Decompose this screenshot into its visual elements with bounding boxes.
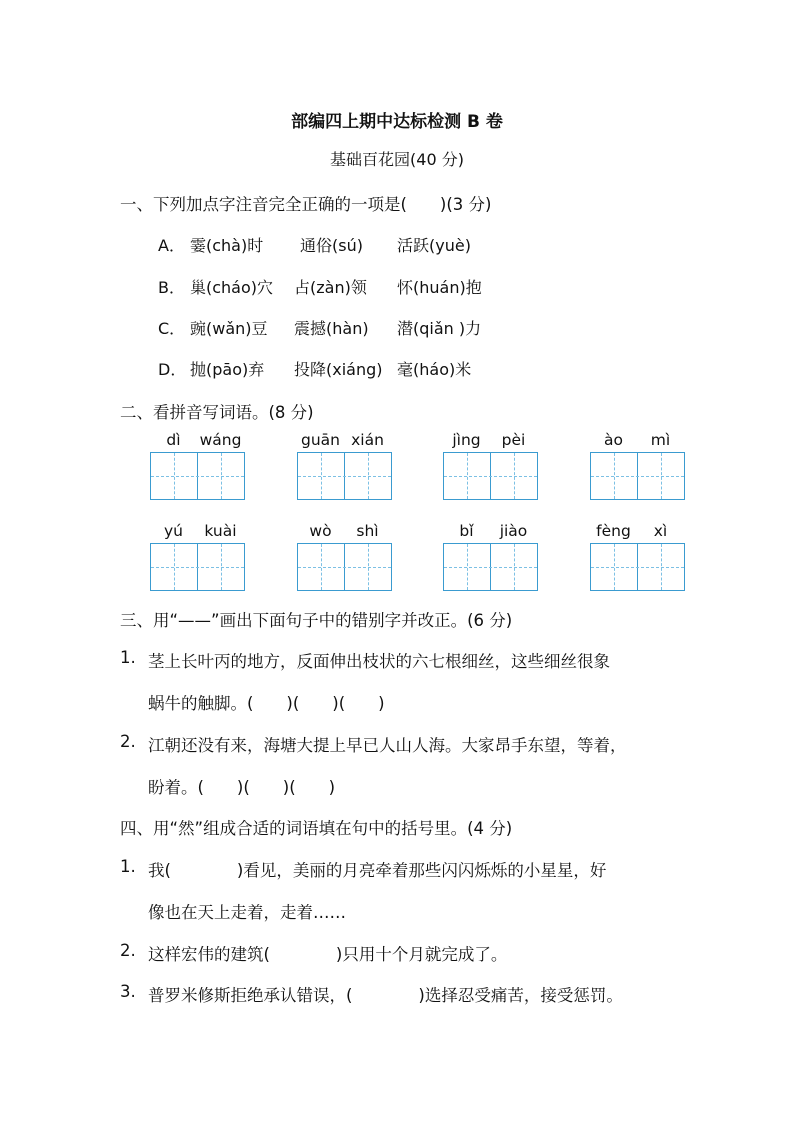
option-word: 活跃(yuè) [397,236,471,255]
pinyin: mì [650,431,671,449]
option-a [158,233,471,256]
option-word: 霎(chà)时 [190,236,264,255]
option-word: 投降(xiáng) [294,360,383,379]
writing-grid[interactable] [297,452,392,500]
question-1-heading: 一、下列加点字注音完全正确的一项是( )(3 分) [120,195,492,214]
option-word: 怀(huán)抱 [397,278,482,297]
option-word: 毫(háo)米 [397,360,472,379]
item-number: 2. [120,941,136,960]
item-number: 2. [120,732,136,751]
writing-grid[interactable] [150,543,245,591]
item-number: 1. [120,648,136,667]
pinyin: jiào [499,522,528,540]
sentence-text: 像也在天上走着，走着…… [148,903,346,922]
item-number: 3. [120,982,136,1001]
page-title: 部编四上期中达标检测 B 卷 [291,112,503,132]
writing-grid[interactable] [150,452,245,500]
option-word: 抛(pāo)弃 [190,360,265,379]
pinyin: bǐ [459,522,474,540]
writing-grid[interactable] [443,452,538,500]
option-letter: B． [158,278,185,297]
item-number: 1. [120,857,136,876]
sentence-text: 江朝还没有来，海塘大提上早已人山人海。大家昂手东望，等着， [148,736,627,755]
question-4-heading: 四、用“然”组成合适的词语填在句中的括号里。(4 分) [120,819,513,838]
pinyin: fèng [596,522,631,540]
option-c [158,316,481,339]
pinyin: wò [309,522,332,540]
option-word: 潜(qiǎn )力 [397,319,482,338]
sentence-text: 普罗米修斯拒绝承认错误，( )选择忍受痛苦，接受惩罚。 [148,986,623,1005]
sentence-text: 蜗牛的触脚。( )( )( ) [148,694,385,713]
option-word: 占(zàn)领 [294,278,367,297]
pinyin: shì [356,522,379,540]
option-letter: C． [158,319,186,338]
option-word: 巢(cháo)穴 [190,278,274,297]
sentence-text: 盼着。( )( )( ) [148,778,336,797]
writing-grid[interactable] [590,543,685,591]
sentence-text: 我( )看见，美丽的月亮牵着那些闪闪烁烁的小星星，好 [148,861,607,880]
option-word: 通俗(sú) [300,236,363,255]
sentence-text: 这样宏伟的建筑( )只用十个月就完成了。 [148,945,508,964]
question-2-heading: 二、看拼音写词语。(8 分) [120,403,314,422]
section-subtitle: 基础百花园(40 分) [330,150,464,169]
option-letter: A． [158,236,185,255]
question-3-heading: 三、用“——”画出下面句子中的错别字并改正。(6 分) [120,611,513,630]
pinyin: dì [166,431,181,449]
writing-grid[interactable] [443,543,538,591]
pinyin: pèi [501,431,526,449]
pinyin: xì [653,522,668,540]
writing-grid[interactable] [590,452,685,500]
option-word: 震撼(hàn) [294,319,369,338]
pinyin: jìng [452,431,481,449]
pinyin: guān [301,431,340,449]
pinyin: kuài [204,522,237,540]
pinyin: yú [164,522,183,540]
pinyin: wáng [199,431,242,449]
option-word: 豌(wǎn)豆 [190,319,268,338]
sentence-text: 茎上长叶丙的地方，反面伸出枝状的六七根细丝，这些细丝很象 [148,652,610,671]
option-letter: D． [158,360,187,379]
writing-grid[interactable] [297,543,392,591]
pinyin: xián [351,431,384,449]
option-d [158,357,471,380]
pinyin: ào [604,431,623,449]
option-b [158,275,482,298]
